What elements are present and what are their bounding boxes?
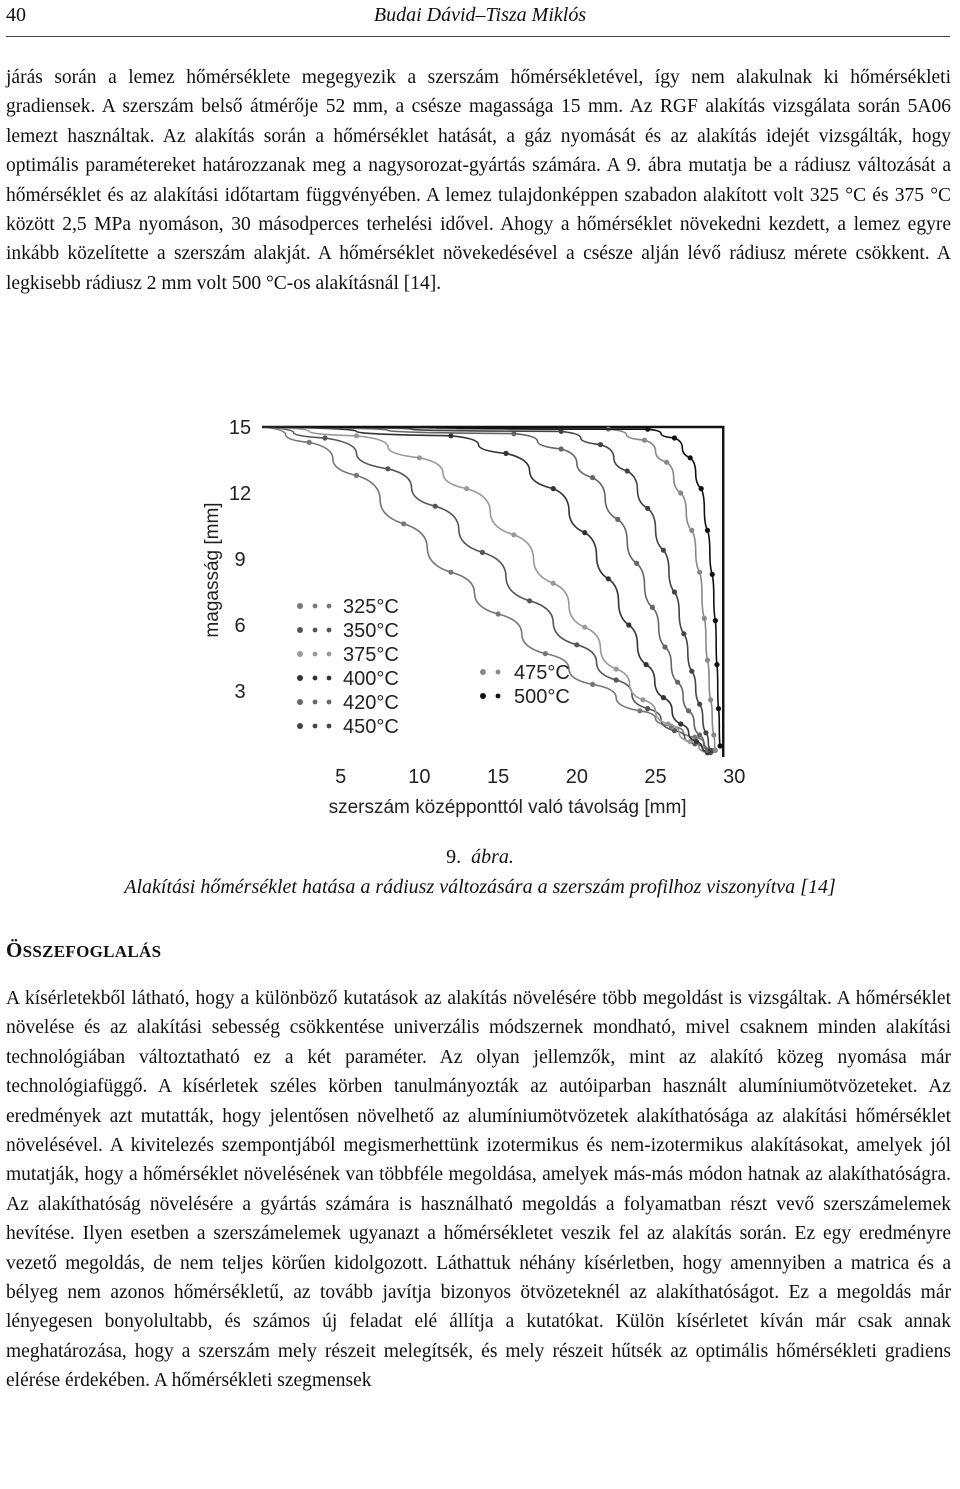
series-line [262,427,720,746]
series-marker [708,748,713,753]
series-marker [625,468,630,473]
series-marker [558,446,563,451]
series-marker [645,506,650,511]
x-tick-label: 25 [644,766,667,788]
series-marker [699,486,704,491]
series-marker [678,721,683,726]
legend-marker [313,676,318,681]
legend-marker [327,676,332,681]
series-marker [661,695,666,700]
legend-marker [297,723,303,729]
series-marker [496,611,501,616]
chart-axes [202,417,745,818]
series-marker [705,528,710,533]
y-tick-label: 6 [234,615,246,637]
x-tick-label: 20 [565,766,588,788]
x-tick-label: 5 [335,766,347,788]
series-marker [650,605,655,610]
legend-marker [327,724,332,729]
legend-entry: 450°C [343,716,399,738]
y-tick-label: 9 [234,549,246,571]
series-marker [527,598,532,603]
series-marker [642,438,647,443]
body-paragraph-1: járás során a lemez hőmérséklete megegyezik a szerszám hőmérsékletével, így nem alakulnak ki hőmérsékleti gradiensek. A szerszám belső átmérője 52 mm, a csésze magassága 15 mm. Az RGF alakítás vizsgálata során 5A06 lemezt használtak. Az alakítás során a hőmérséklet hatását, a gáz nyomását és az alakítás idejét vizsgálták, hogy optimális paramétereket határozzanak meg a nagysorozat-gyártás számára. A 9. ábra mutatja be a rádiusz változását a hőmérséklet és az alakítási időtartam függvényében. A lemez tulajdonképpen szabadon alakított volt 325 °C és 375 °C között 2,5 MPa nyomáson, 30 másodperces terhelési idővel. Ahogy a hőmérséklet növekedni kezdett, a lemez egyre inkább közelítette a szerszám alakját. A hőmérséklet növekedésével a csésze alján lévő rádiusz mérete csökkent. A legkisebb rádiusz 2 mm volt 500 °C-os alakításnál [14]. [6,67,951,294]
series-marker [678,490,683,495]
body-paragraph-2: A kísérletekből látható, hogy a különböző kutatások az alakítás növelésére több megoldást is vizsgáltak. A hőmérséklet növelése és az alakítási sebesség csökkentése univerzális módszernek mondható, mivel csaknem minden alakítási technológiában változtatható ez a két paraméter. Az olyan jellemzők, mint az alakító közeg nyomása már technológiafüggő. A kísérletek széles körben tanulmányozták az autóiparban használt alumíniumötvözeteket. Az eredmények azt mutatták, hogy jelentősen növelhető az alumíniumötvözetek alakíthatósága az alakítási hőmérséklet növelésével. A kivitelezés szempontjából megismerhettünk izotermikus és nem-izotermikus alakításokat, amelyek jól mutatják, hogy a hőmérséklet növelésének van többféle megoldása, amelyek más-más módon hatnak az alakíthatóságra. Az alakíthatóság növelésére a gyártás számára is használható megoldás a folyamatban részt vevő szerszámelemek hevítése. Ilyen esetben a szerszámelemek ugyanazt a hőmérsékletet veszik fel az alakítás során. Ez egy eredményre vezető megoldás, de nem teljes körűen kidolgozott. Láthattuk néhány kísérletben, hogy amennyiben a matrica és a bélyeg nem azonos hőmérsékletű, az tovább javítja bizonyos ötvözeteknél az alakíthatóságot. Ez a megoldás már lényegesen bonyolultabb, és számos új feladat elé állítja a kutatókat. Külön kísérletet kíván már csak annak meghatározása, hogy a szerszám mely részeit melegítsék, és mely részeit hűtsék az optimális hőmérsékleti gradiens elérése érdekében. A hőmérsékleti szegmensek [6,988,951,1392]
series-marker [697,702,702,707]
series-marker [448,433,453,438]
legend-entry: 420°C [343,692,399,714]
legend-marker [313,724,318,729]
series-marker [681,631,686,636]
series-marker [574,642,579,647]
figure-label: ábra. [471,846,514,868]
x-tick-label: 10 [408,766,431,788]
series-marker [464,486,469,491]
y-tick-label: 3 [234,681,246,703]
running-head: Budai Dávid–Tisza Miklós [373,4,587,26]
series-marker [666,721,671,726]
series-marker [702,616,707,621]
section-heading-rest: SSZEFOGLALÁS [22,942,162,961]
series-marker [711,732,716,737]
legend-marker [313,700,318,705]
legend-marker [480,669,486,675]
series-marker [662,644,667,649]
series-marker [543,651,548,656]
series-marker [697,732,702,737]
legend-marker [297,651,303,657]
x-tick-label: 15 [487,766,510,788]
series-marker [640,697,645,702]
x-tick-label: 30 [723,766,746,788]
series-marker [710,572,715,577]
legend-marker [297,675,303,681]
legend-marker [496,670,501,675]
legend-marker [297,627,303,633]
series-marker [417,455,422,460]
legend-entry: 400°C [343,668,399,690]
series-marker [307,440,312,445]
series-marker [551,486,556,491]
series-marker [688,455,693,460]
legend-entry: 325°C [343,596,399,618]
chart-legend [297,596,570,738]
series-marker [582,530,587,535]
series-marker [503,451,508,456]
series-marker [703,730,708,735]
series-marker [645,706,650,711]
series-marker [644,662,649,667]
legend-entry: 375°C [343,644,399,666]
legend-marker [327,652,332,657]
series-marker [713,748,718,753]
header-rule [6,36,950,37]
series-marker [689,669,694,674]
series-marker [354,433,359,438]
page-number: 40 [6,4,26,26]
series-marker [354,473,359,478]
series-marker [661,548,666,553]
series-marker [480,550,485,555]
legend-marker [313,628,318,633]
legend-marker [480,693,486,699]
radius-chart [190,395,770,825]
series-marker [672,728,677,733]
legend-entry: 500°C [514,686,570,708]
series-marker [322,435,327,440]
page-header [0,0,960,42]
series-marker [672,435,677,440]
series-marker [606,576,611,581]
legend-marker [327,700,332,705]
y-tick-label: 15 [228,417,252,439]
series-marker [675,680,680,685]
legend-entry: 475°C [514,662,570,684]
series-marker [433,504,438,509]
series-marker [598,442,603,447]
series-marker [717,743,722,748]
legend-marker [297,603,303,609]
series-marker [713,618,718,623]
series-marker [686,708,691,713]
series-marker [551,581,556,586]
series-marker [705,658,710,663]
legend-entry: 350°C [343,620,399,642]
legend-marker [327,628,332,633]
series-marker [614,666,619,671]
section-heading-initial: Ö [6,938,23,962]
series-marker [385,466,390,471]
figure-caption: Alakítási hőmérséklet hatása a rádiusz változására a szerszám profilhoz viszonyítva [14] [124,876,836,898]
figure-9 [190,395,770,825]
series-marker [626,622,631,627]
legend-marker [297,699,303,705]
y-axis-label: magasság [mm] [202,502,223,638]
series-marker [694,739,699,744]
series-marker [590,682,595,687]
legend-marker [313,652,318,657]
series-marker [448,570,453,575]
series-marker [689,528,694,533]
series-marker [582,625,587,630]
legend-marker [496,694,501,699]
series-marker [615,517,620,522]
series-marker [511,532,516,537]
series-marker [634,561,639,566]
y-tick-label: 12 [228,483,252,505]
figure-number [0,846,960,869]
series-marker [614,677,619,682]
legend-marker [327,604,332,609]
chart-series [262,427,723,756]
series-marker [697,570,702,575]
series-marker [672,589,677,594]
series-marker [637,708,642,713]
series-marker [401,521,406,526]
series-marker [664,460,669,465]
series-marker [708,697,713,702]
section-heading [6,938,161,963]
series-marker [590,475,595,480]
legend-marker [313,604,318,609]
x-axis-label: szerszám középponttól való távolság [mm] [328,797,687,818]
series-marker [714,662,719,667]
series-marker [645,427,650,432]
series-marker [716,706,721,711]
figure-number-value: 9. [446,846,462,868]
